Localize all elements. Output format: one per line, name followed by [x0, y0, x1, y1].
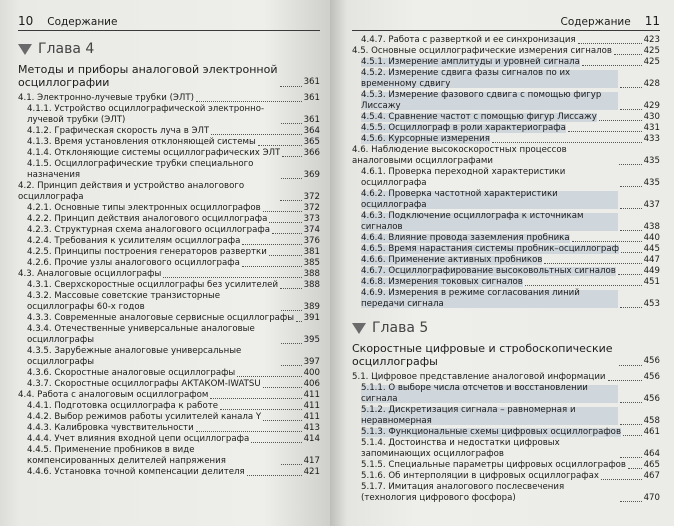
section-title-text: Методы и приборы аналоговой электронной осциллографии	[18, 63, 278, 89]
toc-entry	[352, 35, 660, 46]
section-title-page: 361	[303, 77, 320, 87]
toc-entry	[18, 467, 320, 478]
leader-dots	[620, 501, 641, 502]
toc-entry-page: 372	[303, 192, 320, 202]
toc-entry-title: 4.6.3. Подключение осциллографа к источникам сигналов	[361, 211, 618, 233]
toc-entry-page: 449	[643, 266, 660, 276]
leader-dots	[621, 252, 642, 253]
toc-entry	[352, 277, 660, 288]
leader-dots	[572, 241, 642, 242]
toc-entry	[352, 189, 660, 211]
chapter-4-heading	[18, 41, 320, 57]
toc-entry	[352, 288, 660, 310]
toc-entry-page: 400	[303, 368, 320, 378]
toc-entry-title: 4.3.6. Скоростные аналоговые осциллографы	[27, 368, 236, 378]
toc-entry-page: 372	[303, 203, 320, 213]
toc-entry-page: 411	[303, 390, 320, 400]
toc-entry	[18, 280, 320, 291]
left-page	[0, 0, 330, 526]
toc-entry	[352, 112, 660, 123]
toc-entry-page: 465	[643, 460, 660, 470]
leader-dots	[620, 186, 641, 187]
leader-dots	[163, 277, 301, 278]
toc-entry-title: 4.3.2. Массовые советские транзисторные осциллографы 60-х годов	[27, 291, 221, 312]
toc-entry-page: 425	[643, 57, 660, 67]
toc-entry	[352, 405, 660, 427]
toc-entry-title: 4.2.3. Структурная схема аналогового осциллографа	[27, 225, 270, 235]
leader-dots	[620, 402, 641, 403]
leader-dots	[620, 424, 641, 425]
toc-entry-page: 397	[303, 357, 320, 367]
toc-entry-page: 374	[303, 225, 320, 235]
toc-entry-page: 428	[643, 79, 660, 89]
toc-entry-title: 4.5.6. Курсорные измерения	[361, 134, 490, 144]
leader-dots	[492, 142, 642, 143]
toc-entry-page: 406	[303, 379, 320, 389]
toc-entry	[18, 225, 320, 236]
toc-entry-title: 4.5.4. Сравнение частот с помощью фигур Лиссажу	[361, 112, 597, 122]
toc-entry-title: 4.1.5. Осциллографические трубки специального назначения	[27, 159, 254, 180]
toc-entry-page: 365	[303, 137, 320, 147]
leader-dots	[281, 343, 302, 344]
toc-entry	[352, 46, 660, 57]
toc-entry-title: 4.3.3. Современные аналоговые сервисные осциллографы	[27, 313, 294, 323]
toc-entry	[352, 372, 660, 383]
leader-dots	[258, 145, 302, 146]
toc-entry	[18, 181, 320, 203]
leader-dots	[619, 164, 642, 165]
toc-entry-title: 4.2.5. Принципы построения генераторов развертки	[27, 247, 267, 257]
toc-entry-page: 411	[303, 412, 320, 422]
toc-entry-title: 4.6. Наблюдение высокоскоростных процессов аналоговыми осциллографами	[352, 145, 567, 166]
toc-entry	[352, 233, 660, 244]
toc-entry-title: 4.6.1. Проверка переходной характеристики осциллографа	[361, 167, 566, 188]
toc-entry-title: 4.1. Электронно-лучевые трубки (ЭЛТ)	[18, 93, 194, 103]
chapter-4-label: Глава 4	[38, 41, 95, 57]
toc-entry	[352, 244, 660, 255]
toc-entry	[352, 90, 660, 112]
toc-entry-title: 5.1.2. Дискретизация сигнала – равномерная и неравномерная	[361, 405, 618, 427]
toc-entry	[18, 423, 320, 434]
toc-entry	[18, 434, 320, 445]
leader-dots	[281, 365, 302, 366]
toc-entry	[352, 123, 660, 134]
leader-dots	[269, 255, 302, 256]
leader-dots	[281, 310, 302, 311]
leader-dots	[211, 134, 301, 135]
leader-dots	[623, 435, 642, 436]
left-page-number: 10	[18, 14, 34, 28]
leader-dots	[582, 65, 642, 66]
toc-entry-title: 4.6.8. Измерения токовых сигналов	[361, 277, 523, 287]
toc-entry	[352, 438, 660, 460]
toc-entry	[18, 324, 320, 346]
toc-entry	[18, 401, 320, 412]
toc-entry-title: 4.4.3. Калибровка чувствительности	[27, 423, 194, 433]
right-page-number: 11	[644, 14, 660, 28]
leader-dots	[620, 208, 641, 209]
toc-entry-page: 456	[643, 372, 660, 382]
toc-entry-title: 4.6.7. Осциллографирование высоковольтных сигналов	[361, 266, 616, 276]
leader-dots	[601, 479, 642, 480]
toc-entry	[18, 313, 320, 324]
toc-entry	[352, 482, 660, 504]
right-running-title: Содержание	[560, 16, 631, 28]
leader-dots	[263, 387, 302, 388]
toc-entry	[18, 346, 320, 368]
toc-entry-page: 467	[643, 471, 660, 481]
toc-entry-title: 4.6.6. Применение активных пробников	[361, 255, 543, 265]
toc-entry	[352, 57, 660, 68]
leader-dots	[280, 200, 302, 201]
leader-dots	[196, 101, 302, 102]
toc-entry-page: 417	[303, 456, 320, 466]
toc-entry-title: 4.3.5. Зарубежные аналоговые универсальные осциллографы	[27, 346, 242, 367]
toc-entry-title: 4.2. Принцип действия и устройство аналогового осциллографа	[18, 181, 245, 202]
leader-dots	[237, 376, 301, 377]
toc-entry	[18, 236, 320, 247]
toc-entry-title: 4.2.1. Основные типы электронных осциллографов	[27, 203, 261, 213]
toc-entry-title: 5.1. Цифровое представление аналоговой информации	[352, 372, 606, 382]
leader-dots	[620, 109, 641, 110]
toc-entry	[18, 412, 320, 423]
toc-entry	[18, 390, 320, 401]
toc-entry-title: 4.2.6. Прочие узлы аналогового осциллографа	[27, 258, 240, 268]
toc-entry	[352, 211, 660, 233]
toc-entry-page: 385	[303, 258, 320, 268]
toc-entry-page: 438	[643, 222, 660, 232]
leader-dots	[620, 230, 641, 231]
leader-dots	[263, 420, 301, 421]
leader-dots	[296, 321, 302, 322]
leader-dots	[269, 222, 301, 223]
leader-dots	[620, 307, 641, 308]
toc-entry-page: 361	[303, 93, 320, 103]
leader-dots	[618, 274, 642, 275]
toc-entry	[352, 134, 660, 145]
toc-entry-title: 4.4.7. Работа с разверткой и ее синхронизация	[361, 35, 576, 45]
toc-entry-page: 381	[303, 247, 320, 257]
toc-entry	[18, 93, 320, 104]
toc-entry-page: 440	[643, 233, 660, 243]
toc-entry-title: 4.4.6. Установка точной компенсации делителя	[27, 467, 245, 477]
toc-entry	[352, 427, 660, 438]
toc-entry-title: 4.4.4. Учет влияния входной цепи осциллографа	[27, 434, 250, 444]
right-page	[330, 0, 674, 526]
toc-entry-title: 4.5.1. Измерение амплитуды и уровней сигнала	[361, 57, 580, 67]
toc-entry-title: 4.6.5. Время нарастания системы пробник–осциллограф	[361, 244, 619, 254]
right-toc-list-bottom	[352, 372, 660, 504]
left-toc-list	[18, 93, 320, 478]
toc-entry-title: 4.1.3. Время установления отклоняющей системы	[27, 137, 256, 147]
toc-entry-page: 413	[303, 423, 320, 433]
toc-entry-title: 4.3.4. Отечественные универсальные аналоговые осциллографы	[27, 324, 255, 345]
toc-entry	[18, 445, 320, 467]
toc-entry-page: 361	[303, 115, 320, 125]
triangle-marker-icon	[18, 44, 32, 55]
toc-entry-page: 391	[303, 313, 320, 323]
toc-entry	[18, 159, 320, 181]
toc-entry-title: 4.4.5. Применение пробников в виде компенсированных делителей напряжения	[27, 445, 226, 466]
chapter-5-section-title	[352, 342, 660, 368]
toc-entry	[352, 68, 660, 90]
leader-dots	[280, 288, 302, 289]
toc-entry-title: 5.1.4. Достоинства и недостатки цифровых запоминающих осциллографов	[361, 438, 560, 459]
leader-dots	[614, 54, 642, 55]
toc-entry-page: 431	[643, 123, 660, 133]
toc-entry-page: 411	[303, 401, 320, 411]
toc-entry-title: 4.5.3. Измерение фазового сдвига с помощью фигур Лиссажу	[361, 90, 618, 112]
toc-entry-title: 5.1.7. Имитация аналогового послесвечения (технология цифрового фосфора)	[361, 482, 565, 503]
toc-entry-page: 389	[303, 302, 320, 312]
toc-entry-page: 366	[303, 148, 320, 158]
toc-entry-page: 470	[643, 493, 660, 503]
toc-entry-title: 4.4.1. Подготовка осциллографа к работе	[27, 401, 219, 411]
leader-dots	[281, 178, 302, 179]
leader-dots	[628, 468, 642, 469]
toc-entry-title: 4.5. Основные осциллографические измерения сигналов	[352, 46, 612, 56]
toc-entry	[352, 383, 660, 405]
toc-entry-page: 395	[303, 335, 320, 345]
toc-entry-title: 5.1.3. Функциональные схемы цифровых осциллографов	[361, 427, 622, 437]
toc-entry-page: 464	[643, 449, 660, 459]
toc-entry	[18, 104, 320, 126]
toc-entry-page: 437	[643, 200, 660, 210]
section-title-text: Скоростные цифровые и стробоскопические осциллографы	[352, 342, 613, 368]
toc-entry	[18, 247, 320, 258]
leader-dots	[242, 244, 301, 245]
toc-entry-page: 458	[643, 416, 660, 426]
toc-entry-page: 456	[643, 394, 660, 404]
toc-entry-title: 4.1.4. Отклоняющие системы осциллографических ЭЛТ	[27, 148, 281, 158]
toc-entry	[18, 148, 320, 159]
leader-dots	[247, 475, 302, 476]
toc-entry	[18, 126, 320, 137]
leader-dots	[568, 131, 642, 132]
toc-entry-page: 388	[303, 269, 320, 279]
toc-entry-page: 435	[643, 156, 660, 166]
leader-dots	[608, 380, 642, 381]
leader-dots	[620, 87, 641, 88]
toc-entry-title: 4.2.2. Принцип действия аналогового осциллографа	[27, 214, 268, 224]
leader-dots	[251, 442, 301, 443]
triangle-marker-icon	[352, 323, 366, 334]
toc-entry	[18, 269, 320, 280]
toc-entry-title: 4.3. Аналоговые осциллографы	[18, 269, 162, 279]
toc-entry-page: 447	[643, 255, 660, 265]
toc-entry	[18, 368, 320, 379]
toc-entry-page: 461	[643, 427, 660, 437]
leader-dots	[281, 123, 302, 124]
toc-entry-page: 453	[643, 299, 660, 309]
toc-entry-title: 4.6.4. Влияние провода заземления пробника	[361, 233, 570, 243]
toc-entry	[352, 460, 660, 471]
toc-entry-page: 376	[303, 236, 320, 246]
section-title-page: 456	[643, 356, 660, 366]
toc-entry	[352, 471, 660, 482]
toc-entry-title: 5.1.1. О выборе числа отсчетов и восстановлении сигнала	[361, 383, 618, 405]
toc-entry-page: 425	[643, 46, 660, 56]
toc-entry-page: 369	[303, 170, 320, 180]
toc-entry-title: 4.3.1. Сверхскоростные осциллографы без усилителей	[27, 280, 279, 290]
toc-entry-title: 4.6.9. Измерения в режиме согласования линий передачи сигнала	[361, 288, 618, 310]
toc-entry-page: 451	[643, 277, 660, 287]
leader-dots	[272, 233, 302, 234]
toc-entry-page: 373	[303, 214, 320, 224]
leader-dots	[263, 211, 302, 212]
toc-entry-title: 5.1.5. Специальные параметры цифровых осциллографов	[361, 460, 627, 470]
chapter-4-section-title	[18, 63, 320, 89]
toc-entry-title: 4.1.2. Графическая скорость луча в ЭЛТ	[27, 126, 210, 136]
toc-entry-page: 445	[643, 244, 660, 254]
toc-entry	[352, 167, 660, 189]
leader-dots	[242, 266, 302, 267]
leader-dots	[525, 285, 642, 286]
chapter-5-label: Глава 5	[372, 320, 429, 336]
toc-entry-title: 4.5.5. Осциллограф в роли характериографа	[361, 123, 566, 133]
toc-entry-page: 388	[303, 280, 320, 290]
toc-entry-page: 433	[643, 134, 660, 144]
toc-entry-page: 421	[303, 467, 320, 477]
leader-dots	[544, 263, 641, 264]
toc-entry	[18, 214, 320, 225]
toc-entry-page: 429	[643, 101, 660, 111]
right-running-head	[352, 6, 660, 31]
toc-entry-page: 430	[643, 112, 660, 122]
leader-dots	[281, 464, 302, 465]
toc-entry	[18, 291, 320, 313]
leader-dots	[196, 431, 302, 432]
toc-entry	[352, 255, 660, 266]
chapter-5-heading	[352, 320, 660, 336]
toc-entry	[352, 145, 660, 167]
toc-entry-title: 4.2.4. Требования к усилителям осциллографа	[27, 236, 241, 246]
toc-entry-title: 4.3.7. Скоростные осциллографы АКТАКОМ-IWATSU	[27, 379, 261, 389]
toc-entry-title: 4.4. Работа с аналоговым осциллографом	[18, 390, 209, 400]
toc-entry-title: 4.6.2. Проверка частотной характеристики осциллографа	[361, 189, 618, 211]
toc-entry-title: 4.5.2. Измерение сдвига фазы сигналов по их временному сдвигу	[361, 68, 618, 90]
toc-entry-title: 5.1.6. Об интерполяции в цифровых осциллографах	[361, 471, 599, 481]
toc-entry	[18, 258, 320, 269]
toc-entry	[352, 266, 660, 277]
leader-dots	[210, 398, 301, 399]
left-running-head	[18, 6, 320, 31]
toc-entry-title: 4.4.2. Выбор режимов работы усилителей канала Y	[27, 412, 262, 422]
toc-entry	[18, 379, 320, 390]
toc-entry-page: 364	[303, 126, 320, 136]
toc-entry	[18, 203, 320, 214]
leader-dots	[220, 409, 302, 410]
leader-dots	[578, 43, 642, 44]
toc-entry-page: 414	[303, 434, 320, 444]
leader-dots	[620, 457, 641, 458]
toc-entry	[18, 137, 320, 148]
right-toc-list-top	[352, 35, 660, 310]
leader-dots	[282, 156, 301, 157]
toc-entry-title: 4.1.1. Устройство осциллографической электронно-лучевой трубки (ЭЛТ)	[27, 104, 265, 125]
left-running-title: Содержание	[47, 16, 118, 28]
toc-entry-page: 423	[643, 35, 660, 45]
leader-dots	[599, 120, 642, 121]
toc-entry-page: 435	[643, 178, 660, 188]
